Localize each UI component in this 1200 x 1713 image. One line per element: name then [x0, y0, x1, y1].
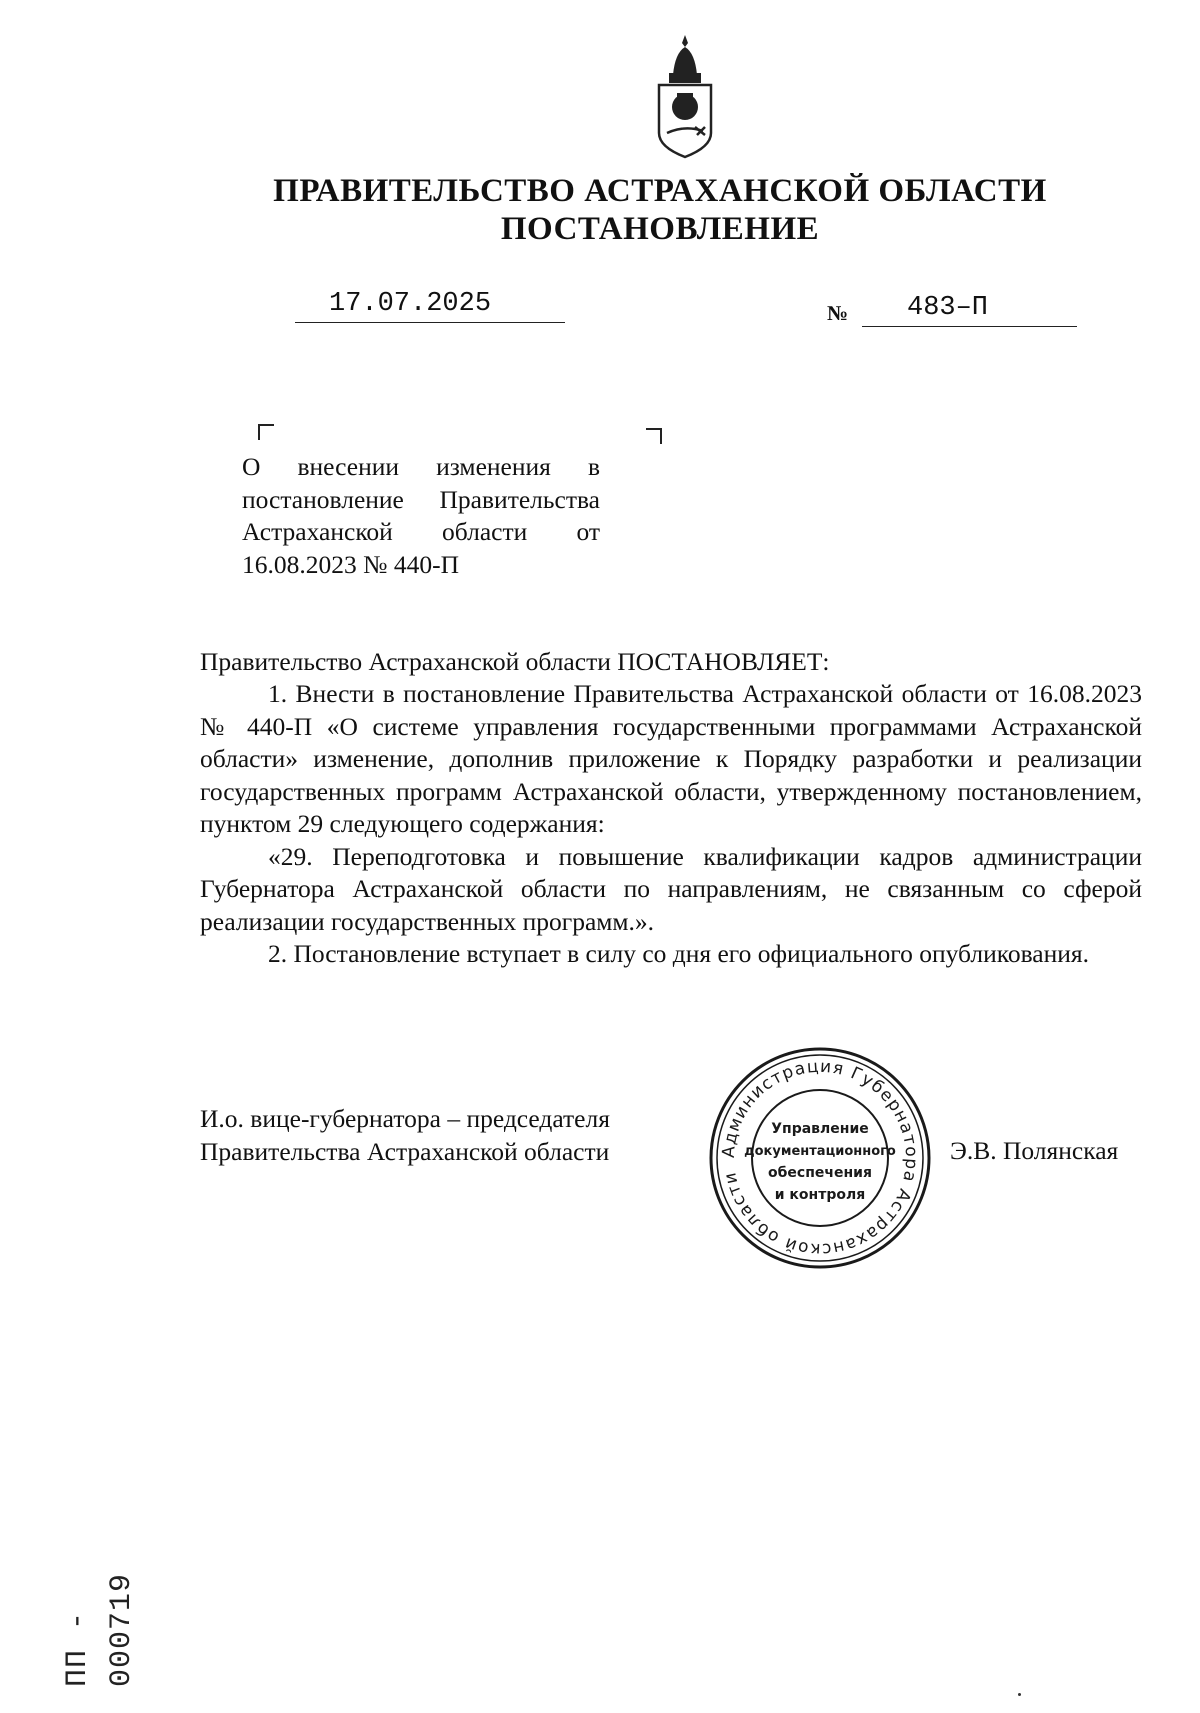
- official-seal-stamp: [708, 1046, 932, 1270]
- registration-side-mark: ПП - 000719: [61, 1572, 139, 1687]
- signatory-name: Э.В. Полянская: [950, 1136, 1119, 1165]
- subject-line: Астраханской области от: [242, 517, 600, 546]
- decree-paragraph: 1. Внести в постановление Правительства Астраханской области от 16.08.2023 № 440-П «О системе управления государственными программами Астраханской области» изменение, дополнив приложение к Порядку разработки и реализации государственных программ Астраханской области, утвержденному постановлением, пунктом 29 следующего содержания:: [200, 679, 1142, 838]
- subject-corner-mark-right: [646, 428, 662, 444]
- seal-center-line: документационного: [744, 1144, 896, 1159]
- scan-speck: [1018, 1693, 1021, 1696]
- signatory-position: [200, 1102, 680, 1168]
- document-date-field: [295, 288, 565, 323]
- seal-center-line: Управление: [771, 1121, 869, 1137]
- decree-paragraph: 2. Постановление вступает в силу со дня его официального опубликования.: [268, 939, 1089, 968]
- document-date: 17.07.2025: [329, 289, 492, 319]
- seal-ring-text: Администрация Губернатора Астраханской области: [718, 1056, 922, 1260]
- document-subject: [242, 451, 600, 581]
- seal-center-line: и контроля: [774, 1187, 866, 1203]
- document-number: 483–П: [907, 293, 989, 323]
- document-number-label: №: [827, 301, 849, 325]
- subject-line: О внесении изменения в: [242, 452, 600, 481]
- subject-corner-mark-left: [258, 424, 274, 440]
- decree-paragraph: «29. Переподготовка и повышение квалификации кадров администрации Губернатора Астраханской области по направлениям, не связанным со сферой реализации государственных программ.».: [200, 841, 1142, 936]
- subject-line: 16.08.2023 № 440-П: [242, 549, 459, 579]
- organization-title: ПРАВИТЕЛЬСТВО АСТРАХАНСКОЙ ОБЛАСТИ: [273, 173, 1047, 209]
- signatory-position-line: Правительства Астраханской области: [200, 1137, 610, 1166]
- seal-center-line: обеспечения: [768, 1165, 872, 1181]
- document-number-field: [862, 292, 1077, 327]
- signatory-position-line: И.о. вице-губернатора – председателя: [200, 1104, 610, 1133]
- decree-body: [200, 678, 1142, 971]
- subject-line: постановление Правительства: [242, 484, 600, 514]
- coat-of-arms-emblem: [645, 35, 725, 160]
- document-type-title: ПОСТАНОВЛЕНИЕ: [500, 211, 820, 247]
- decree-preamble: Правительство Астраханской области ПОСТАНОВЛЯЕТ:: [200, 647, 830, 676]
